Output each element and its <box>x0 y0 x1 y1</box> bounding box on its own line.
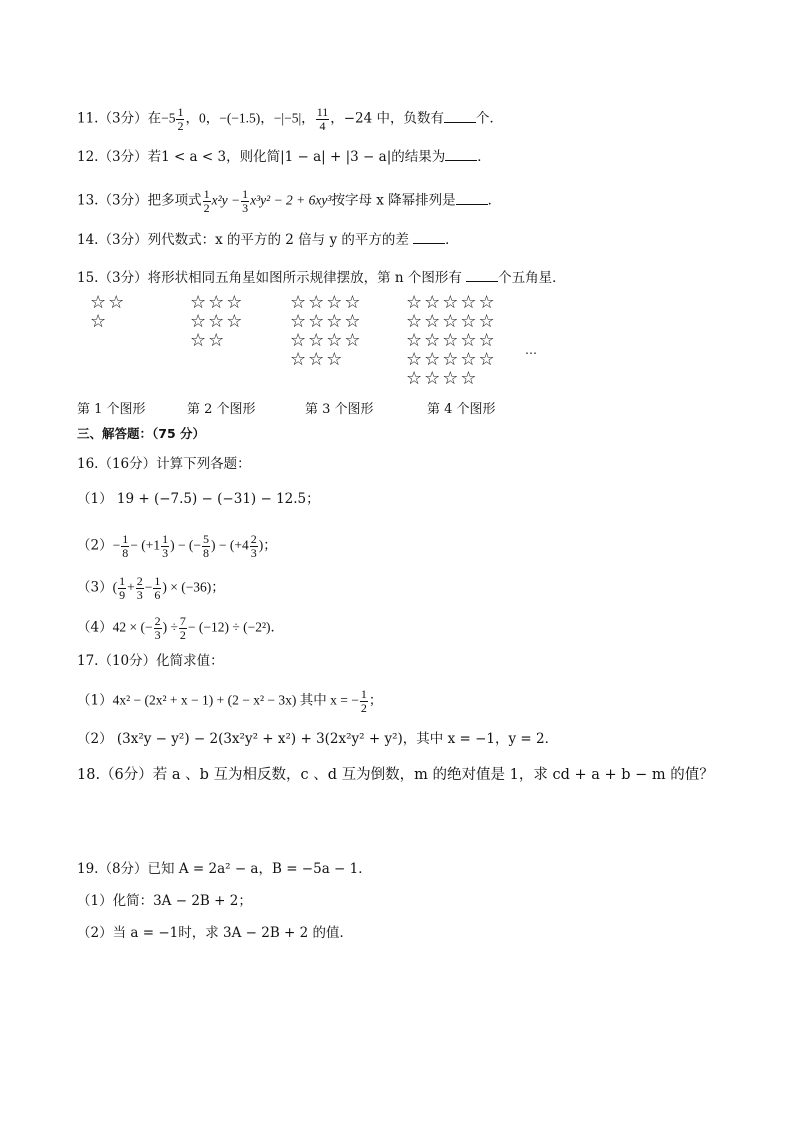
question-11: 11.（3分）在−5 $\frac{1}{2}$ ，0，−(−1.5)，−|−5|， $\frac{11}{4}$ ，−24 中，负数有 个． <box>77 105 504 133</box>
answer-blank <box>456 194 488 205</box>
fraction: $\frac{1}{2}$ <box>203 187 210 215</box>
fraction: $\frac{1}{2}$ <box>177 105 184 133</box>
star-row: ☆☆☆☆☆ <box>406 292 497 313</box>
star-row: ☆☆☆☆☆ <box>406 349 497 370</box>
question-12: 12.（3分）若1 < a < 3，则化简|1 − a| + |3 − a|的结果为 ． <box>77 149 491 165</box>
answer-blank <box>445 150 477 161</box>
question-17-1: （1）4x² − (2x² + x − 1) + (2 − x² − 3x) 其中 x = − $\frac{1}{2}$ ； <box>77 687 383 715</box>
fraction: $\frac{1}{6}$ <box>154 574 161 602</box>
star-row: ☆☆☆ <box>290 349 345 370</box>
figure-label-1: 第 1 个图形 <box>77 402 146 417</box>
fraction: $\frac{7}{2}$ <box>179 614 186 642</box>
star-row: ☆☆ <box>90 292 127 313</box>
question-14: 14.（3分）列代数式：x 的平方的 2 倍与 y 的平方的差 ． <box>77 232 459 248</box>
star-figure-3 <box>290 293 363 369</box>
star-row: ☆ <box>90 311 109 332</box>
question-18: 18.（6分）若 a 、b 互为相反数，c 、d 互为倒数，m 的绝对值是 1，求 cd + a + b − m 的值？ <box>77 767 714 783</box>
question-16-1: （1） 19 + (−7.5) − (−31) − 12.5； <box>77 491 320 507</box>
fraction: $\frac{2}{3}$ <box>136 574 143 602</box>
fraction: $\frac{1}{9}$ <box>119 574 126 602</box>
star-row: ☆☆☆☆☆ <box>406 330 497 351</box>
fraction: $\frac{1}{2}$ <box>360 687 367 715</box>
star-row: ☆☆☆☆ <box>290 330 363 351</box>
question-17-heading: 17.（10分）化简求值： <box>77 653 224 669</box>
answer-blank <box>444 112 476 123</box>
question-19-2: （2）当 a = −1时，求 3A − 2B + 2 的值． <box>77 925 354 941</box>
answer-blank <box>466 271 498 282</box>
section-heading: 三、解答题：（75 分） <box>77 426 205 441</box>
figure-label-4: 第 4 个图形 <box>427 402 496 417</box>
figure-label-3: 第 3 个图形 <box>305 402 374 417</box>
question-16-2: （2）− $\frac{1}{8}$ − (+1 $\frac{1}{3}$ ) − (− $\frac{5}{8}$ ) − (+4 $\frac{2}{3}$ )； <box>77 532 277 560</box>
star-row: ☆☆☆ <box>190 311 245 332</box>
question-16-3: （3）( $\frac{1}{9}$ + $\frac{2}{3}$ − $\frac{1}{6}$ ) × (−36)； <box>77 574 225 602</box>
fraction: $\frac{1}{3}$ <box>242 187 249 215</box>
question-19-heading: 19.（8分）已知 A = 2a² − a，B = −5a − 1． <box>77 861 372 877</box>
question-19-1: （1）化简：3A − 2B + 2； <box>77 893 252 909</box>
star-figure-2 <box>190 293 244 350</box>
question-16-4: （4）42 × (− $\frac{2}{3}$ ) ÷ $\frac{7}{2}$ − (−12) ÷ (−2²)． <box>77 614 285 642</box>
question-17-2: （2） (3x²y − y²) − 2(3x²y² + x²) + 3(2x²y² + y²)，其中 x = −1，y = 2． <box>77 731 559 747</box>
fraction: $\frac{2}{3}$ <box>250 532 257 560</box>
star-row: ☆☆☆☆☆ <box>406 311 497 332</box>
star-row: ☆☆☆☆ <box>406 368 479 389</box>
fraction: $\frac{5}{8}$ <box>203 532 210 560</box>
answer-blank <box>413 233 445 244</box>
ellipsis: … <box>525 343 538 357</box>
question-15: 15.（3分）将形状相同五角星如图所示规律摆放，第 n 个图形有 个五角星． <box>77 270 566 286</box>
star-row: ☆☆ <box>190 330 227 351</box>
star-figure-4 <box>406 293 497 388</box>
question-13: 13.（3分）把多项式 $\frac{1}{2}$ x²y − $\frac{1}{3}$ x³y² − 2 + 6xy³按字母 x 降幂排列是 ． <box>77 187 502 215</box>
star-row: ☆☆☆☆ <box>290 292 363 313</box>
fraction: $\frac{1}{3}$ <box>162 532 169 560</box>
fraction: $\frac{2}{3}$ <box>154 614 161 642</box>
star-row: ☆☆☆ <box>190 292 245 313</box>
star-row: ☆☆☆☆ <box>290 311 363 332</box>
star-figure-1 <box>90 293 126 331</box>
fraction: $\frac{11}{4}$ <box>316 105 329 133</box>
fraction: $\frac{1}{8}$ <box>122 532 129 560</box>
question-16-heading: 16.（16分）计算下列各题： <box>77 456 251 472</box>
figure-label-2: 第 2 个图形 <box>187 402 256 417</box>
